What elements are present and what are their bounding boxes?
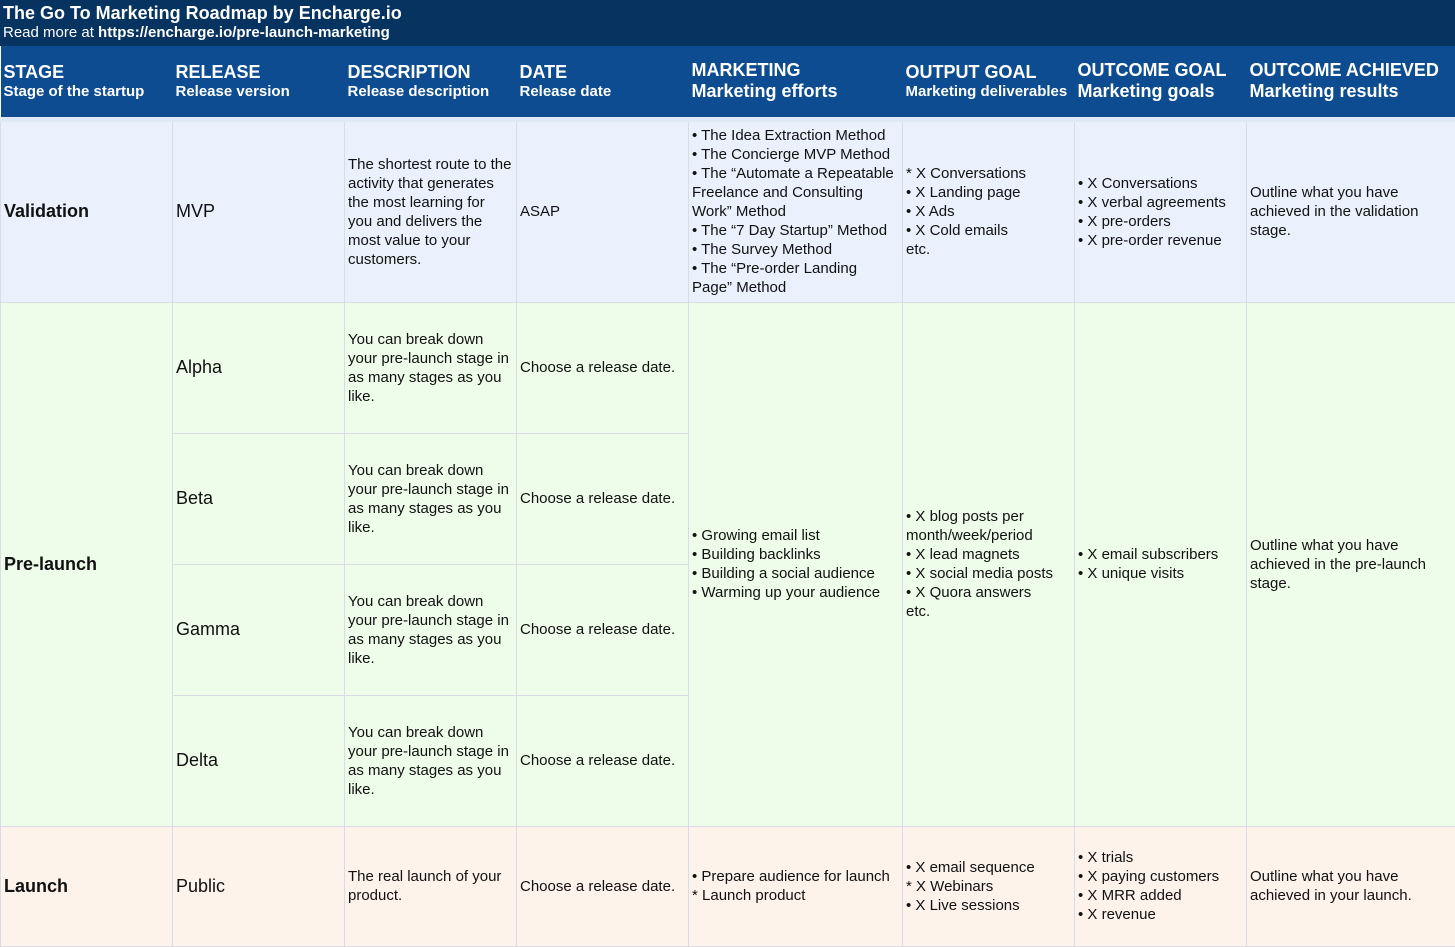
cell-release[interactable]: MVP xyxy=(173,119,345,302)
list-item: • X pre-orders xyxy=(1078,212,1171,230)
list-item: • X Conversations xyxy=(1078,174,1198,192)
cell-stage[interactable]: Validation xyxy=(1,119,173,302)
list-item: • Growing email list xyxy=(692,527,820,544)
header-outcome-achieved[interactable]: OUTCOME ACHIEVED Marketing results xyxy=(1247,46,1455,119)
cell-outcome-achieved[interactable]: Outline what you have achieved in the pre-launch stage. xyxy=(1247,302,1455,826)
list-item: • X revenue xyxy=(1078,906,1156,923)
cell-outcome-achieved[interactable]: Outline what you have achieved in your launch. xyxy=(1247,826,1455,946)
cell-description[interactable]: The real launch of your product. xyxy=(345,826,517,946)
cell-description[interactable]: You can break down your pre-launch stage in as many stages as you like. xyxy=(345,302,517,433)
list-item: • Building a social audience xyxy=(692,565,875,582)
table-row-alpha xyxy=(1,302,1455,433)
header-date[interactable]: DATE Release date xyxy=(517,46,689,119)
cell-date[interactable]: Choose a release date. xyxy=(517,302,689,433)
list-item: • The Survey Method xyxy=(692,241,833,258)
header-marketing[interactable]: MARKETING Marketing efforts xyxy=(689,46,903,119)
list-item: • X Ads xyxy=(906,203,955,220)
cell-release[interactable]: Public xyxy=(173,826,345,946)
subtitle-prefix: Read more at xyxy=(3,24,99,41)
cell-output-goal[interactable] xyxy=(903,826,1075,946)
list-item: • The “Pre-order Landing Page” Method xyxy=(692,260,858,296)
list-item: • X unique visits xyxy=(1078,565,1185,582)
list-item: • The “7 Day Startup” Method xyxy=(692,222,888,239)
cell-description[interactable]: You can break down your pre-launch stage in as many stages as you like. xyxy=(345,433,517,564)
cell-date[interactable]: Choose a release date. xyxy=(517,826,689,946)
cell-release[interactable]: Delta xyxy=(173,695,345,826)
table-row-launch xyxy=(1,826,1455,946)
cell-outcome-goal[interactable] xyxy=(1075,826,1247,946)
list-item: • X social media posts xyxy=(906,565,1053,582)
cell-output-goal[interactable] xyxy=(903,302,1075,826)
list-item: • X lead magnets xyxy=(906,546,1020,563)
sheet-subtitle xyxy=(3,24,1455,42)
sheet-title: The Go To Marketing Roadmap by Encharge.io xyxy=(3,3,402,23)
header-stage[interactable]: STAGE Stage of the startup xyxy=(1,46,173,119)
list-item: • The Idea Extraction Method xyxy=(692,127,886,144)
cell-description[interactable]: The shortest route to the activity that generates the most learning for you and delivers the most value to your customers. xyxy=(345,119,517,302)
cell-marketing[interactable] xyxy=(689,826,903,946)
list-item: • X Quora answers xyxy=(906,584,1032,601)
cell-outcome-goal[interactable] xyxy=(1075,302,1247,826)
list-item: • X Landing page xyxy=(906,184,1021,201)
cell-release[interactable]: Beta xyxy=(173,433,345,564)
list-item: • X trials xyxy=(1078,849,1134,866)
list-item: • X blog posts per month/week/period xyxy=(906,508,1033,544)
header-row xyxy=(1,46,1455,119)
header-release[interactable]: RELEASE Release version xyxy=(173,46,345,119)
list-item: • The Concierge MVP Method xyxy=(692,146,891,163)
cell-release[interactable]: Alpha xyxy=(173,302,345,433)
sheet-title-bar xyxy=(0,0,1455,46)
list-item: etc. xyxy=(906,241,931,258)
cell-release[interactable]: Gamma xyxy=(173,564,345,695)
cell-description[interactable]: You can break down your pre-launch stage in as many stages as you like. xyxy=(345,695,517,826)
cell-outcome-goal[interactable] xyxy=(1075,119,1247,302)
list-item: * X Conversations xyxy=(906,165,1027,182)
list-item: • X Cold emails xyxy=(906,222,1008,239)
list-item: • Building backlinks xyxy=(692,546,821,563)
header-description[interactable]: DESCRIPTION Release description xyxy=(345,46,517,119)
cell-marketing[interactable] xyxy=(689,302,903,826)
cell-date[interactable]: Choose a release date. xyxy=(517,695,689,826)
roadmap-table xyxy=(0,46,1455,947)
cell-stage[interactable]: Launch xyxy=(1,826,173,946)
cell-date[interactable]: Choose a release date. xyxy=(517,564,689,695)
list-item: • X email sequence xyxy=(906,858,1035,876)
list-item: etc. xyxy=(906,603,931,620)
list-item: • The “Automate a Repeatable Freelance and Consulting Work” Method xyxy=(692,165,894,220)
header-output-goal[interactable]: OUTPUT GOAL Marketing deliverables xyxy=(903,46,1075,119)
cell-date[interactable]: ASAP xyxy=(517,119,689,302)
cell-outcome-achieved[interactable]: Outline what you have achieved in the validation stage. xyxy=(1247,119,1455,302)
list-item: • X pre-order revenue xyxy=(1078,231,1222,249)
list-item: • X paying customers xyxy=(1078,868,1220,885)
cell-output-goal[interactable] xyxy=(903,119,1075,302)
table-row-validation xyxy=(1,119,1455,302)
list-item: • X MRR added xyxy=(1078,887,1182,904)
list-item: • X email subscribers xyxy=(1078,546,1219,563)
subtitle-url[interactable]: https://encharge.io/pre-launch-marketing xyxy=(98,24,390,41)
list-item: • Prepare audience for launch xyxy=(692,868,890,885)
cell-date[interactable]: Choose a release date. xyxy=(517,433,689,564)
list-item: • Warming up your audience xyxy=(692,584,881,601)
cell-marketing[interactable] xyxy=(689,119,903,302)
list-item: * Launch product xyxy=(692,887,806,904)
cell-description[interactable]: You can break down your pre-launch stage in as many stages as you like. xyxy=(345,564,517,695)
header-outcome-goal[interactable]: OUTCOME GOAL Marketing goals xyxy=(1075,46,1247,119)
list-item: * X Webinars xyxy=(906,877,994,895)
list-item: • X Live sessions xyxy=(906,896,1020,914)
list-item: • X verbal agreements xyxy=(1078,193,1226,211)
cell-stage[interactable]: Pre-launch xyxy=(1,302,173,826)
